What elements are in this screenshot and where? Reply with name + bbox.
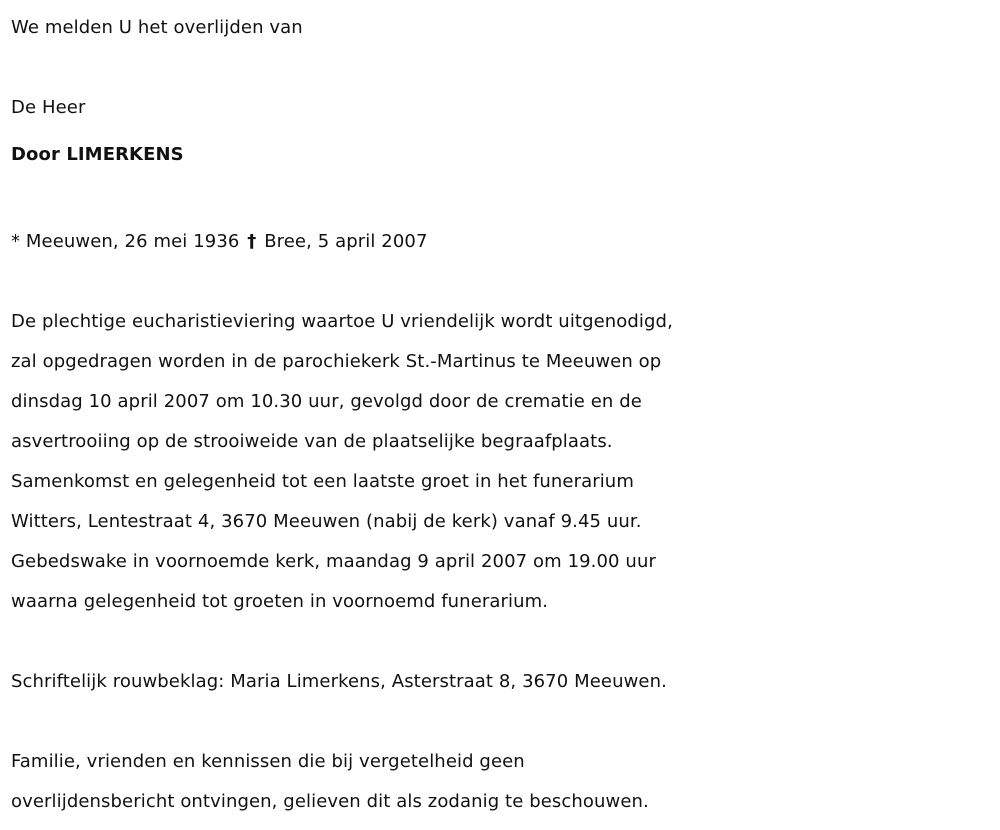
- ceremony-line: Witters, Lentestraat 4, 3670 Meeuwen (nabij de kerk) vanaf 9.45 uur.: [11, 511, 642, 532]
- intro-text: We melden U het overlijden van: [11, 17, 303, 38]
- closing-paragraph: [11, 742, 996, 822]
- spacer: [11, 262, 996, 302]
- birth-info: * Meeuwen, 26 mei 1936: [11, 231, 240, 252]
- ceremony-line: Gebedswake in voornoemde kerk, maandag 9 april 2007 om 19.00 uur: [11, 551, 656, 572]
- ceremony-line: Samenkomst en gelegenheid tot een laatste groet in het funerarium: [11, 471, 634, 492]
- ceremony-line: waarna gelegenheid tot groeten in voornoemd funerarium.: [11, 591, 549, 612]
- life-dates: [11, 222, 996, 262]
- condolences-address: Schriftelijk rouwbeklag: Maria Limerkens, Asterstraat 8, 3670 Meeuwen.: [11, 671, 667, 692]
- ceremony-line: dinsdag 10 april 2007 om 10.30 uur, gevolgd door de crematie en de: [11, 391, 642, 412]
- ceremony-line: zal opgedragen worden in de parochiekerk St.-Martinus te Meeuwen op: [11, 351, 662, 372]
- closing-line: overlijdensbericht ontvingen, gelieven dit als zodanig te beschouwen.: [11, 791, 649, 812]
- spacer: [11, 702, 996, 742]
- spacer: [11, 48, 996, 88]
- spacer: [11, 622, 996, 662]
- ceremony-line: asvertrooiing op de strooiweide van de plaatselijke begraafplaats.: [11, 431, 613, 452]
- ceremony-line: De plechtige eucharistieviering waartoe U vriendelijk wordt uitgenodigd,: [11, 311, 673, 332]
- honorific: De Heer: [11, 97, 86, 118]
- ceremony-paragraph: [11, 302, 996, 622]
- death-info: Bree, 5 april 2007: [264, 231, 428, 252]
- death-notice: [11, 8, 996, 822]
- closing-line: Familie, vrienden en kennissen die bij vergetelheid geen: [11, 751, 525, 772]
- cross-icon: †: [247, 231, 257, 252]
- deceased-name: Door LIMERKENS: [11, 144, 184, 165]
- spacer: [11, 182, 996, 222]
